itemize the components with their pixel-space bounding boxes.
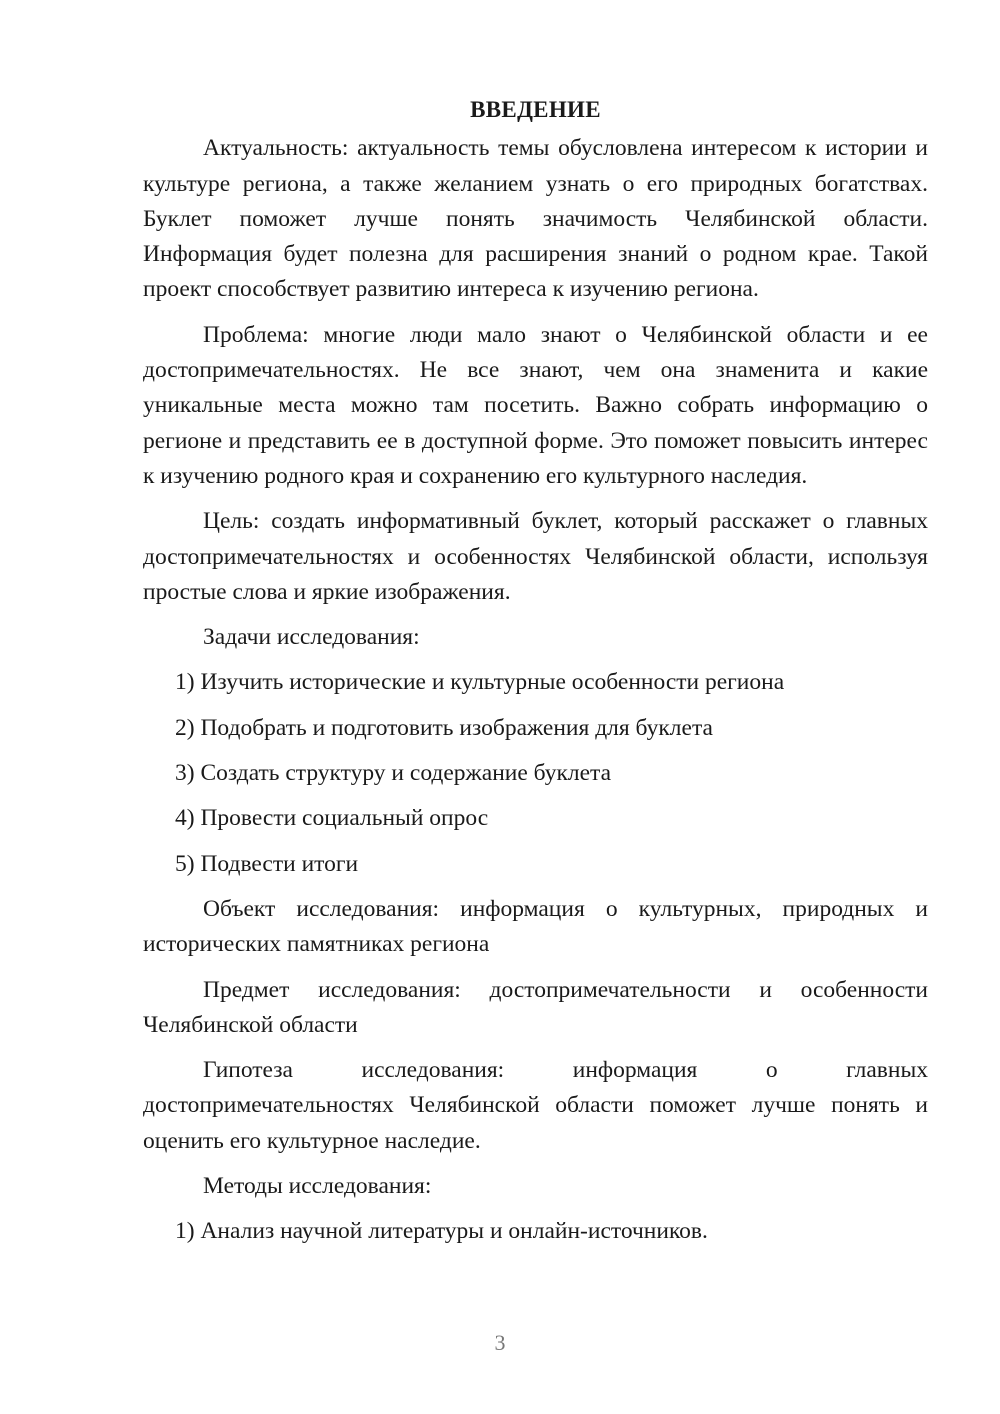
problem-paragraph: Проблема: многие люди мало знают о Челябинской области и ее достопримечательностях. Не все знают, чем она знаменита и какие уникальные места можно там посетить. Важно собрать информацию о регионе и представить ее в доступной форме. Это поможет повысить интерес к изучению родного края и сохранению его культурного наследия.	[143, 321, 928, 489]
list-item: 2) Подобрать и подготовить изображения для буклета	[175, 714, 713, 741]
section-title: ВВЕДЕНИЕ	[470, 97, 601, 122]
object-paragraph: Объект исследования: информация о культурных, природных и исторических памятниках региона	[143, 895, 928, 958]
methods-heading: Методы исследования:	[203, 1173, 432, 1200]
page-number: 3	[494, 1330, 506, 1355]
tasks-heading: Задачи исследования:	[203, 624, 420, 651]
page-content	[143, 92, 928, 1260]
methods-list	[143, 1214, 928, 1249]
relevance-paragraph: Актуальность: актуальность темы обусловлена интересом к истории и культуре региона, а также желанием узнать о его природных богатствах. Буклет поможет лучше понять значимость Челябинской области. Информация будет полезна для расширения знаний о родном крае. Такой проект способствует развитию интереса к изучению региона.	[143, 135, 928, 303]
tasks-list	[143, 665, 928, 881]
list-item: 4) Провести социальный опрос	[175, 805, 489, 832]
hypothesis-paragraph: Гипотеза исследования: информация о главных достопримечательностях Челябинской области поможет лучше понять и оценить его культурное наследие.	[143, 1057, 928, 1154]
list-item: 1) Анализ научной литературы и онлайн-источников.	[175, 1218, 708, 1245]
list-item: 1) Изучить исторические и культурные особенности региона	[175, 669, 785, 696]
subject-paragraph: Предмет исследования: достопримечательности и особенности Челябинской области	[143, 976, 928, 1038]
goal-paragraph: Цель: создать информативный буклет, который расскажет о главных достопримечательностях и особенностях Челябинской области, используя простые слова и яркие изображения.	[143, 508, 928, 605]
list-item: 3) Создать структуру и содержание буклета	[175, 760, 612, 787]
list-item: 5) Подвести итоги	[175, 850, 359, 877]
